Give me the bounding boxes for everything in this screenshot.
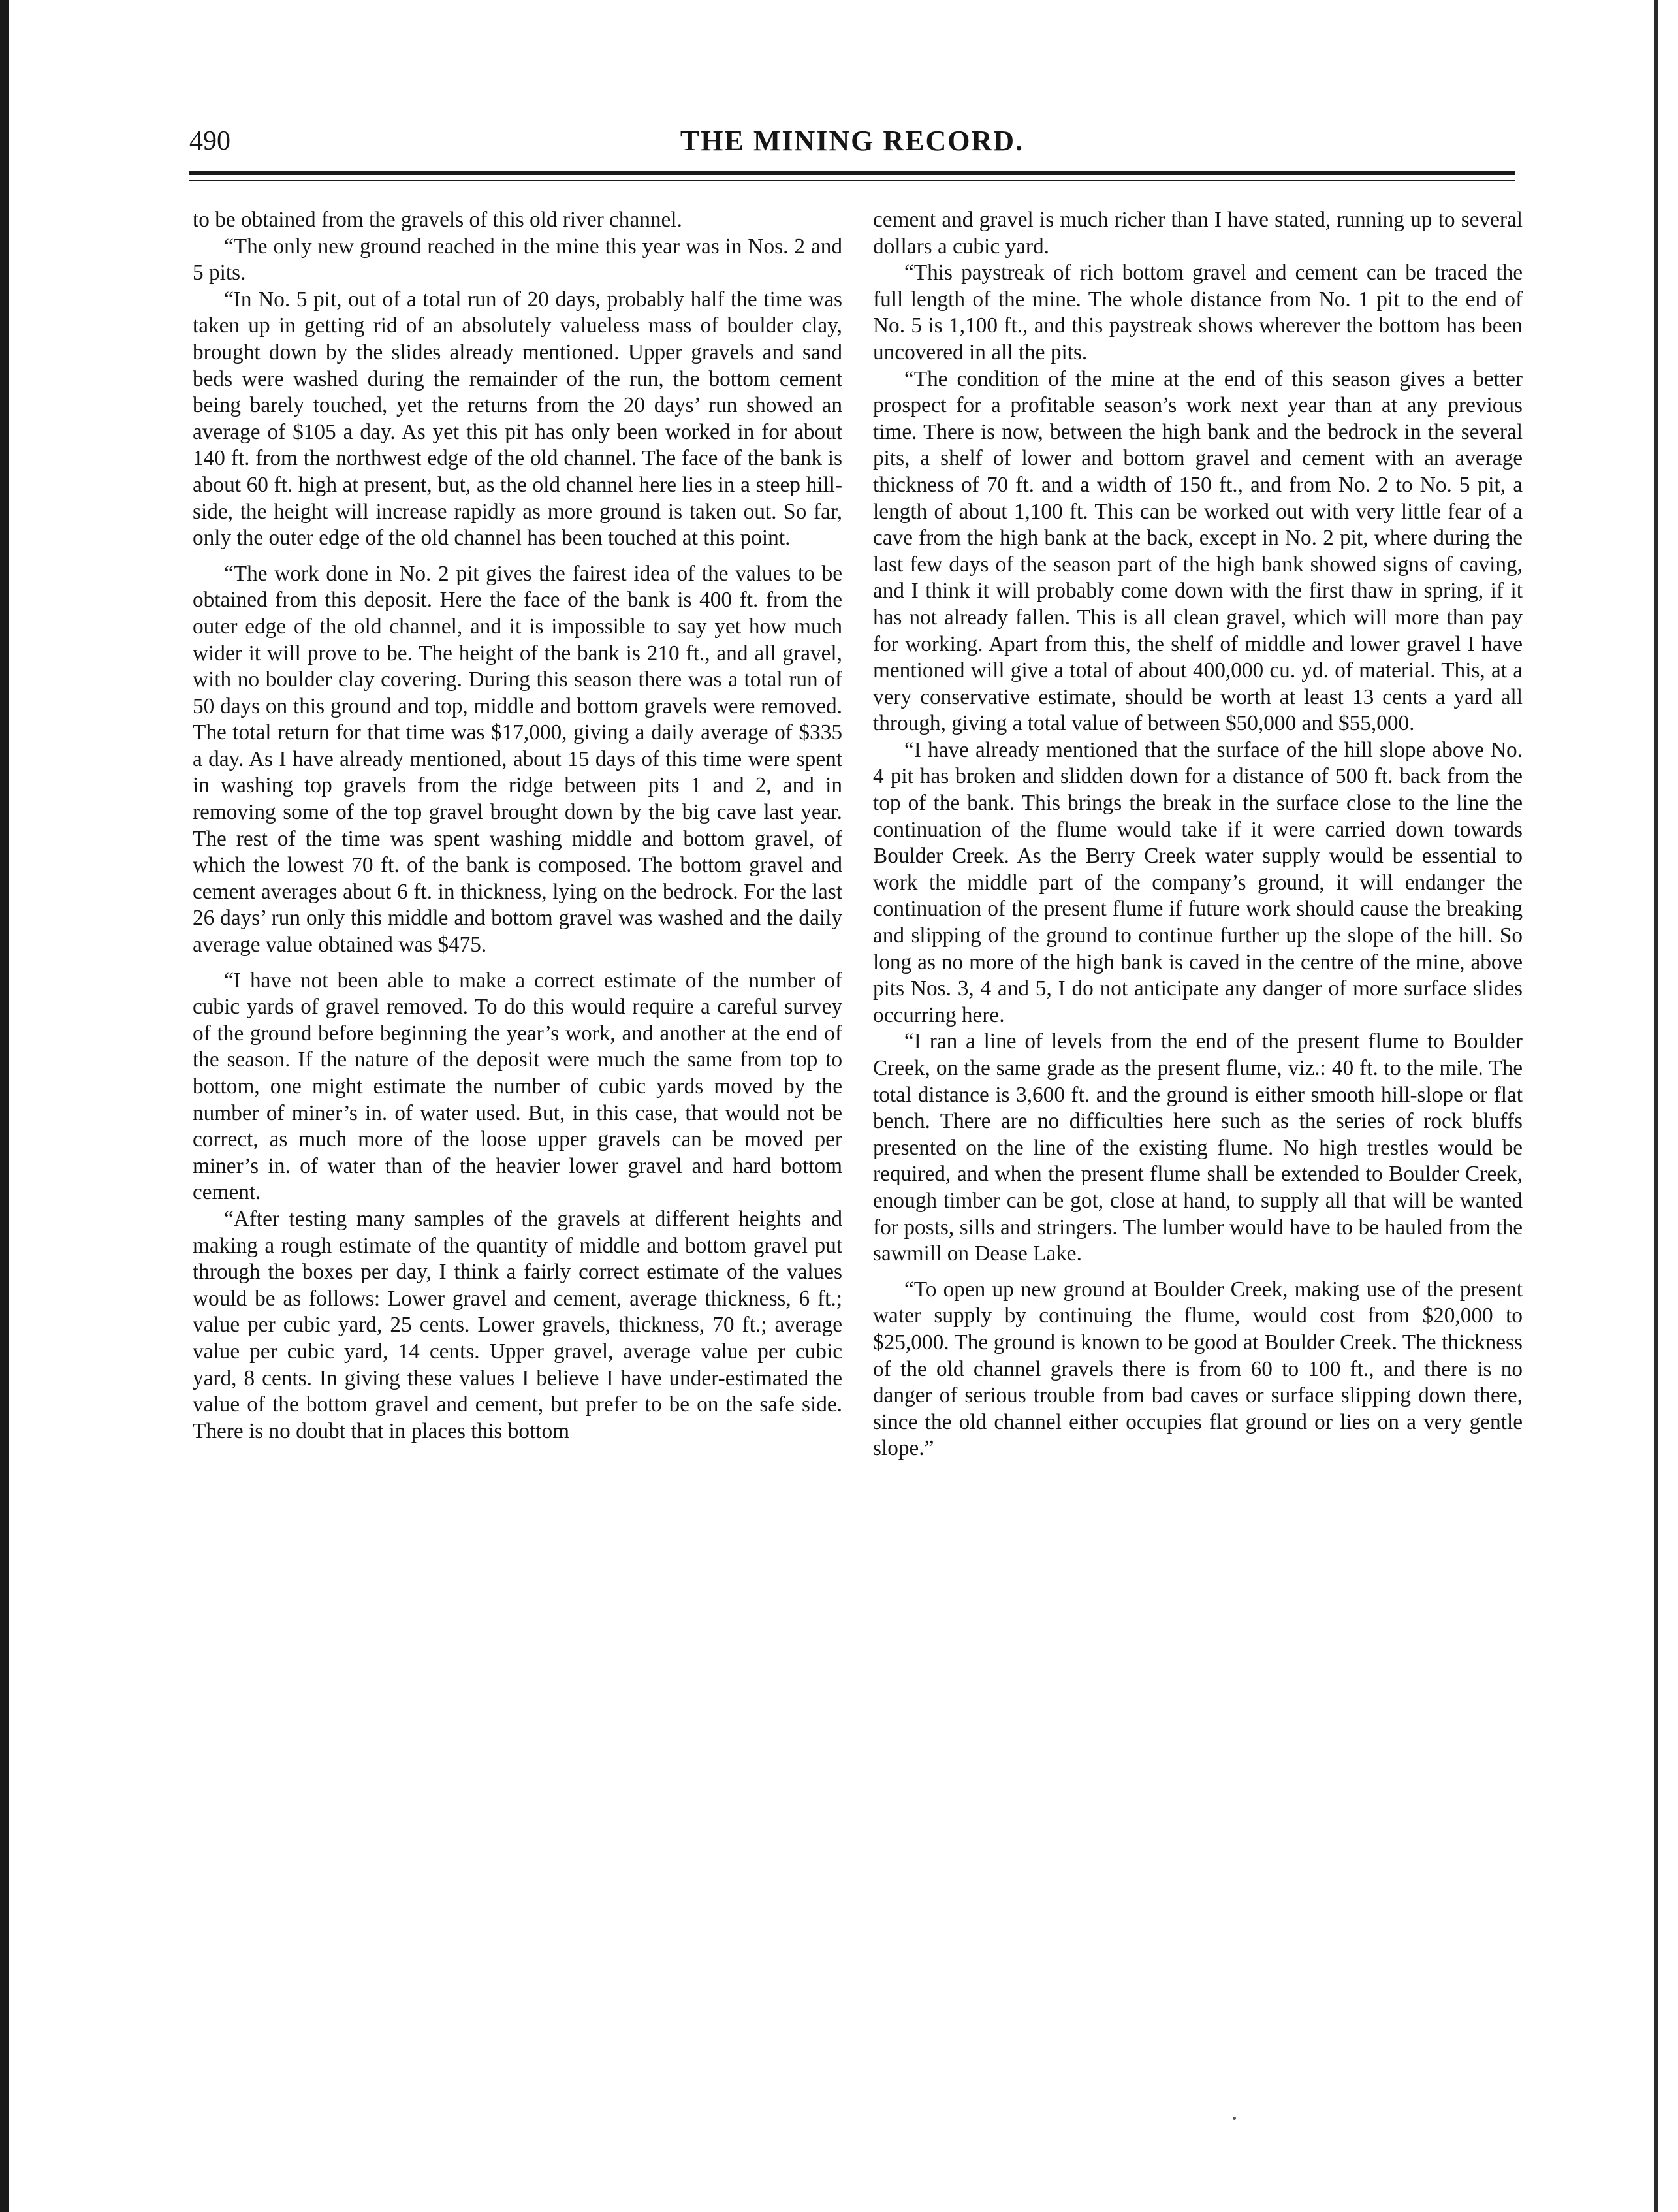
paragraph: cement and gravel is much richer than I have stated, running up to several dollars a cubic yard.: [873, 208, 1523, 259]
paragraph: “After testing many samples of the gravels at different heights and making a rough estimate of the quantity of middle and bottom gravel put through the boxes per day, I think a fairly correct estimate of the values would be as follows: Lower gravel and cement, average thickness, 6 ft.; value per cubic yard, 25 cents. Lower gravels, thickness, 70 ft.; average value per cubic yard, 14 cents. Upper gravel, average value per cubic yard, 8 cents. In giving these values I believe I have under-estimated the value of the bottom gravel and cement, but prefer to be on the safe side. There is no doubt that in places this bottom: [193, 1206, 842, 1443]
scan-edge-right: [1654, 0, 1658, 2212]
left-column: [193, 207, 842, 1445]
paragraph: “The only new ground reached in the mine this year was in Nos. 2 and 5 pits.: [193, 234, 842, 285]
paragraph: “I have already mentioned that the surface of the hill slope above No. 4 pit has broken and slidden down for a distance of 500 ft. back from the top of the bank. This brings the break in the surface close to the line the continuation of the flume would take if it were carried down towards Boulder Creek. As the Berry Creek water supply would be essential to work the middle part of the company’s ground, it will endanger the continuation of the present flume if future work should cause the breaking and slipping of the ground to continue further up the slope of the hill. So long as no more of the high bank is caved in the centre of the mine, above pits Nos. 3, 4 and 5, I do not anticipate any danger of more surface slides occurring here.: [873, 737, 1523, 1027]
page-number: 490: [189, 126, 230, 156]
paragraph: “I ran a line of levels from the end of the present flume to Boulder Creek, on the same grade as the present flume, viz.: 40 ft. to the mile. The total distance is 3,600 ft. and the ground is either smooth hill-slope or flat bench. There are no difficulties here such as the series of rock bluffs presented on the line of the existing flume. No high trestles would be required, and when the present flume shall be extended to Boulder Creek, enough timber can be got, close at hand, to supply all that will be wanted for posts, sills and stringers. The lumber would have to be hauled from the sawmill on Dease Lake.: [873, 1029, 1523, 1266]
paragraph: “To open up new ground at Boulder Creek, making use of the present water supply by continuing the flume, would cost from $20,000 to $25,000. The ground is known to be good at Boulder Creek. The thickness of the old channel gravels there is from 60 to 100 ft., and there is no danger of serious trouble from bad caves or surface slipping down there, since the old channel either occupies flat ground or lies on a very gentle slope.”: [873, 1277, 1523, 1461]
paragraph: “The work done in No. 2 pit gives the fairest idea of the values to be obtained from this deposit. Here the face of the bank is 400 ft. from the outer edge of the old channel, and it is impossible to say yet how much wider it will prove to be. The height of the bank is 210 ft., and all gravel, with no boulder clay covering. During this season there was a total run of 50 days on this ground and top, middle and bottom gravels were removed. The total return for that time was $17,000, giving a daily average of $335 a day. As I have already mentioned, about 15 days of this time were spent in washing top gravels from the ridge between pits 1 and 2, and in removing some of the top gravel brought down by the big cave last year. The rest of the time was spent washing middle and bottom gravel, of which the lowest 70 ft. of the bank is composed. The bottom gravel and cement averages about 6 ft. in thickness, lying on the bedrock. For the last 26 days’ run only this middle and bottom gravel was washed and the daily average value obtained was $475.: [193, 561, 842, 957]
page-header: [189, 121, 1515, 167]
scan-edge-left: [0, 0, 9, 2212]
paragraph: to be obtained from the gravels of this old river channel.: [193, 208, 682, 232]
right-column: [873, 207, 1523, 1462]
running-title: THE MINING RECORD.: [680, 125, 1024, 157]
paragraph: “The condition of the mine at the end of this season gives a better prospect for a profitable season’s work next year than at any previous time. There is now, between the high bank and the bedrock in the several pits, a shelf of lower and bottom gravel and cement with an average thickness of 70 ft. and a width of 150 ft., and from No. 2 to No. 5 pit, a length of about 1,100 ft. This can be worked out with very little fear of a cave from the high bank at the back, except in No. 2 pit, where during the last few days of the season part of the high bank showed signs of caving, and I think it will probably come down with the first thaw in spring, if it has not already fallen. This is all clean gravel, which will more than pay for working. Apart from this, the shelf of middle and lower gravel I have mentioned will give a total of about 400,000 cu. yd. of material. This, at a very conservative estimate, should be worth at least 13 cents a yard all through, giving a total value of between $50,000 and $55,000.: [873, 366, 1523, 736]
header-rule-thick: [189, 171, 1515, 175]
print-speck: [1233, 2117, 1236, 2120]
paragraph: “In No. 5 pit, out of a total run of 20 days, probably half the time was taken up in getting rid of an absolutely valueless mass of boulder clay, brought down by the slides already mentioned. Upper gravels and sand beds were washed during the remainder of the run, the bottom cement being barely touched, yet the returns from the 20 days’ run showed an average of $105 a day. As yet this pit has only been worked in for about 140 ft. from the northwest edge of the old channel. The face of the bank is about 60 ft. high at present, but, as the old channel here lies in a steep hill-side, the height will increase rapidly as more ground is taken out. So far, only the outer edge of the old channel has been touched at this point.: [193, 287, 842, 551]
paragraph: “This paystreak of rich bottom gravel and cement can be traced the full length of the mine. The whole distance from No. 1 pit to the end of No. 5 is 1,100 ft., and this paystreak shows wherever the bottom has been uncovered in all the pits.: [873, 261, 1523, 364]
paragraph: “I have not been able to make a correct estimate of the number of cubic yards of gravel removed. To do this would require a careful survey of the ground before beginning the year’s work, and another at the end of the season. If the nature of the deposit were much the same from top to bottom, one might estimate the number of cubic yards moved by the number of miner’s in. of water used. But, in this case, that would not be correct, as much more of the loose upper gravels can be moved per miner’s in. of water than of the heavier lower gravel and hard bottom cement.: [193, 968, 842, 1205]
header-rule-thin: [189, 180, 1515, 181]
